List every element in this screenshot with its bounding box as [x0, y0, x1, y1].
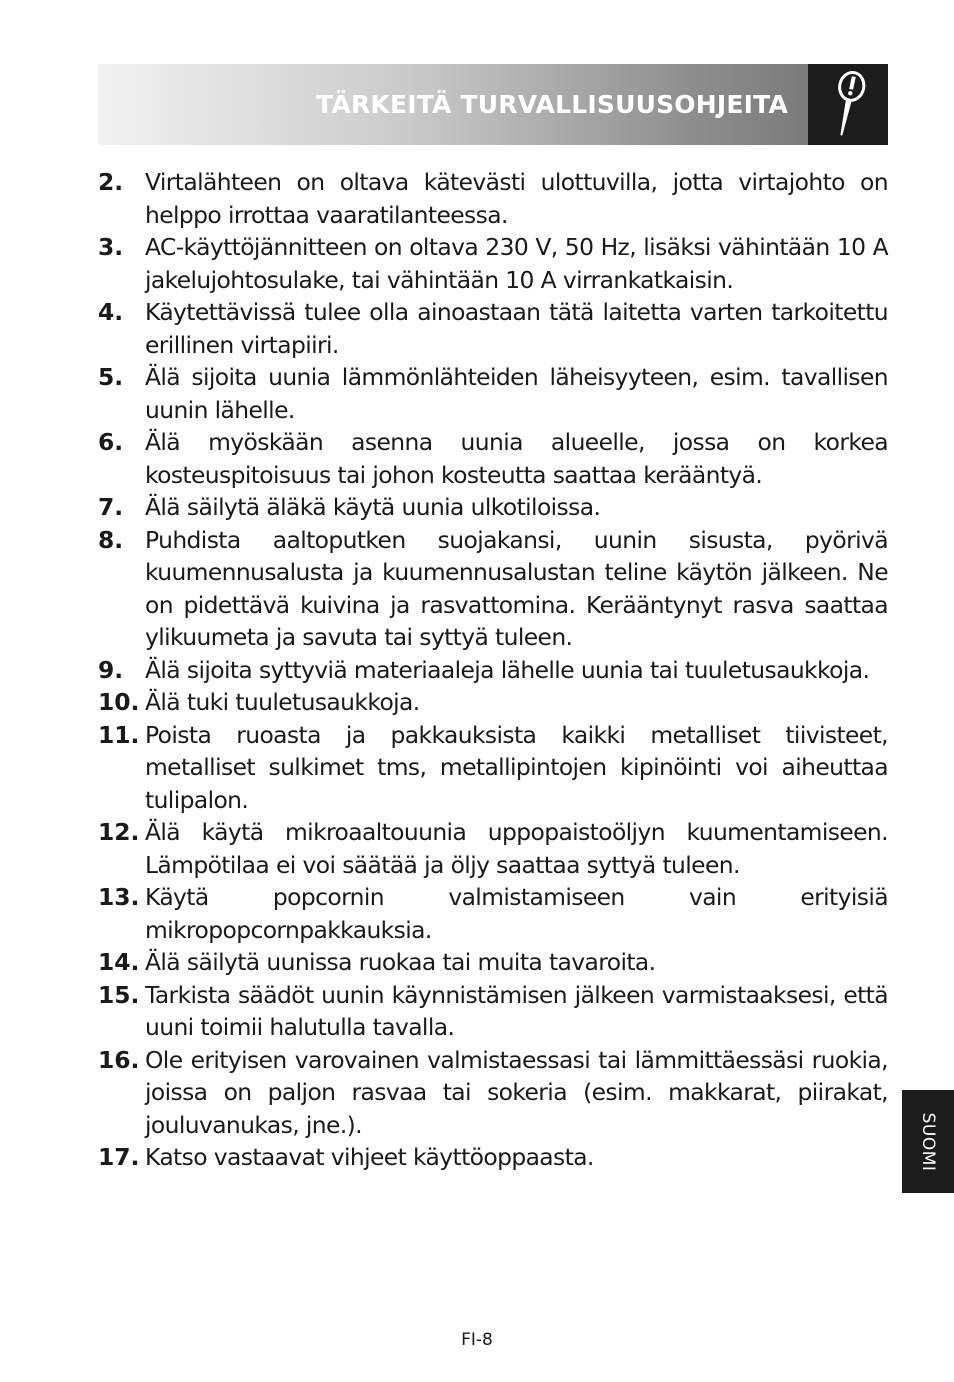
item-number: 16. [98, 1045, 140, 1074]
item-number: 17. [98, 1143, 140, 1171]
item-text: Älä sijoita uunia lämmönlähteiden läheisyyteen, esim. tavallisen uunin lähelle. [145, 363, 888, 424]
item-text: Tarkista säädöt uunin käynnistämisen jälkeen varmistaaksesi, että uuni toimii halutulla tavalla. [145, 980, 888, 1041]
list-item [98, 524, 888, 654]
item-text: Virtalähteen on oltava kätevästi ulottuvilla, jotta virtajohto on helppo irrottaa vaaratilanteessa. [145, 168, 888, 229]
list-item [98, 946, 888, 979]
item-number: 4. [98, 298, 124, 326]
item-text: Käytettävissä tulee olla ainoastaan tätä laitetta varten tarkoitettu erillinen virtapiiri. [145, 298, 888, 359]
item-text: Puhdista aaltoputken suojakansi, uunin sisusta, pyörivä kuumennusalusta ja kuumennusalustan teline käytön jälkeen. Ne on pidettävä kuivina ja rasvattomina. Kerääntynyt rasva saattaa ylikuumeta ja savuta tai syttyä tuleen. [145, 525, 888, 651]
list-item [98, 979, 888, 1044]
item-number: 2. [98, 168, 124, 196]
list-item [98, 231, 888, 296]
page-title: TÄRKEITÄ TURVALLISUUSOHJEITA [316, 90, 788, 119]
item-text: Käytä popcornin valmistamiseen vain erityisiä mikropopcornpakkauksia. [145, 883, 888, 944]
item-text: Ole erityisen varovainen valmistaessasi tai lämmittäessäsi ruokia, joissa on paljon rasvaa tai sokeria (esim. makkarat, piirakat, jouluvanukas, jne.). [145, 1045, 888, 1139]
item-number: 11. [98, 720, 140, 749]
item-number: 5. [98, 363, 124, 391]
item-number: 15. [98, 980, 140, 1009]
item-number: 7. [98, 493, 124, 521]
item-text: Älä säilytä äläkä käytä uunia ulkotiloissa. [145, 493, 601, 521]
list-item [98, 719, 888, 817]
list-item [98, 426, 888, 491]
item-text: Poista ruoasta ja pakkauksista kaikki metalliset tiivisteet, metalliset sulkimet tms, metallipintojen kipinöinti voi aiheuttaa tulipalon. [145, 720, 888, 814]
safety-instructions-list [98, 166, 888, 1174]
list-item [98, 816, 888, 881]
item-number: 10. [98, 688, 140, 716]
item-text: Älä tuki tuuletusaukkoja. [145, 688, 420, 716]
list-item [98, 1141, 888, 1174]
list-item [98, 361, 888, 426]
list-item [98, 686, 888, 719]
item-number: 8. [98, 525, 124, 554]
list-item [98, 654, 888, 687]
item-number: 13. [98, 883, 140, 911]
page-number: FI-8 [461, 1330, 493, 1350]
item-number: 9. [98, 655, 124, 684]
list-item [98, 1044, 888, 1142]
item-number: 6. [98, 428, 124, 456]
item-text: Älä säilytä uunissa ruokaa tai muita tavaroita. [145, 948, 656, 976]
list-item [98, 166, 888, 231]
list-item [98, 491, 888, 524]
item-text: Älä myöskään asenna uunia alueelle, jossa on korkea kosteuspitoisuus tai johon kosteutta saattaa kerääntyä. [145, 428, 888, 489]
warning-icon-box [808, 64, 888, 145]
language-tab [902, 1090, 954, 1193]
item-number: 12. [98, 818, 140, 846]
item-number: 14. [98, 948, 140, 976]
language-tab-label: SUOMI [918, 1112, 938, 1171]
list-item [98, 881, 888, 946]
exclamation-pin-icon [830, 68, 866, 140]
item-text: Älä sijoita syttyviä materiaaleja lähelle uunia tai tuuletusaukkoja. [145, 655, 870, 684]
item-text: AC-käyttöjännitteen on oltava 230 V, 50 Hz, lisäksi vähintään 10 A jakelujohtosulake, tai vähintään 10 A virrankatkaisin. [145, 233, 888, 294]
section-header [98, 64, 888, 145]
item-text: Katso vastaavat vihjeet käyttöoppaasta. [145, 1143, 594, 1171]
item-text: Älä käytä mikroaaltouunia uppopaistoöljyn kuumentamiseen. Lämpötilaa ei voi säätää ja öljy saattaa syttyä tuleen. [145, 818, 888, 879]
list-item [98, 296, 888, 361]
item-number: 3. [98, 233, 124, 261]
